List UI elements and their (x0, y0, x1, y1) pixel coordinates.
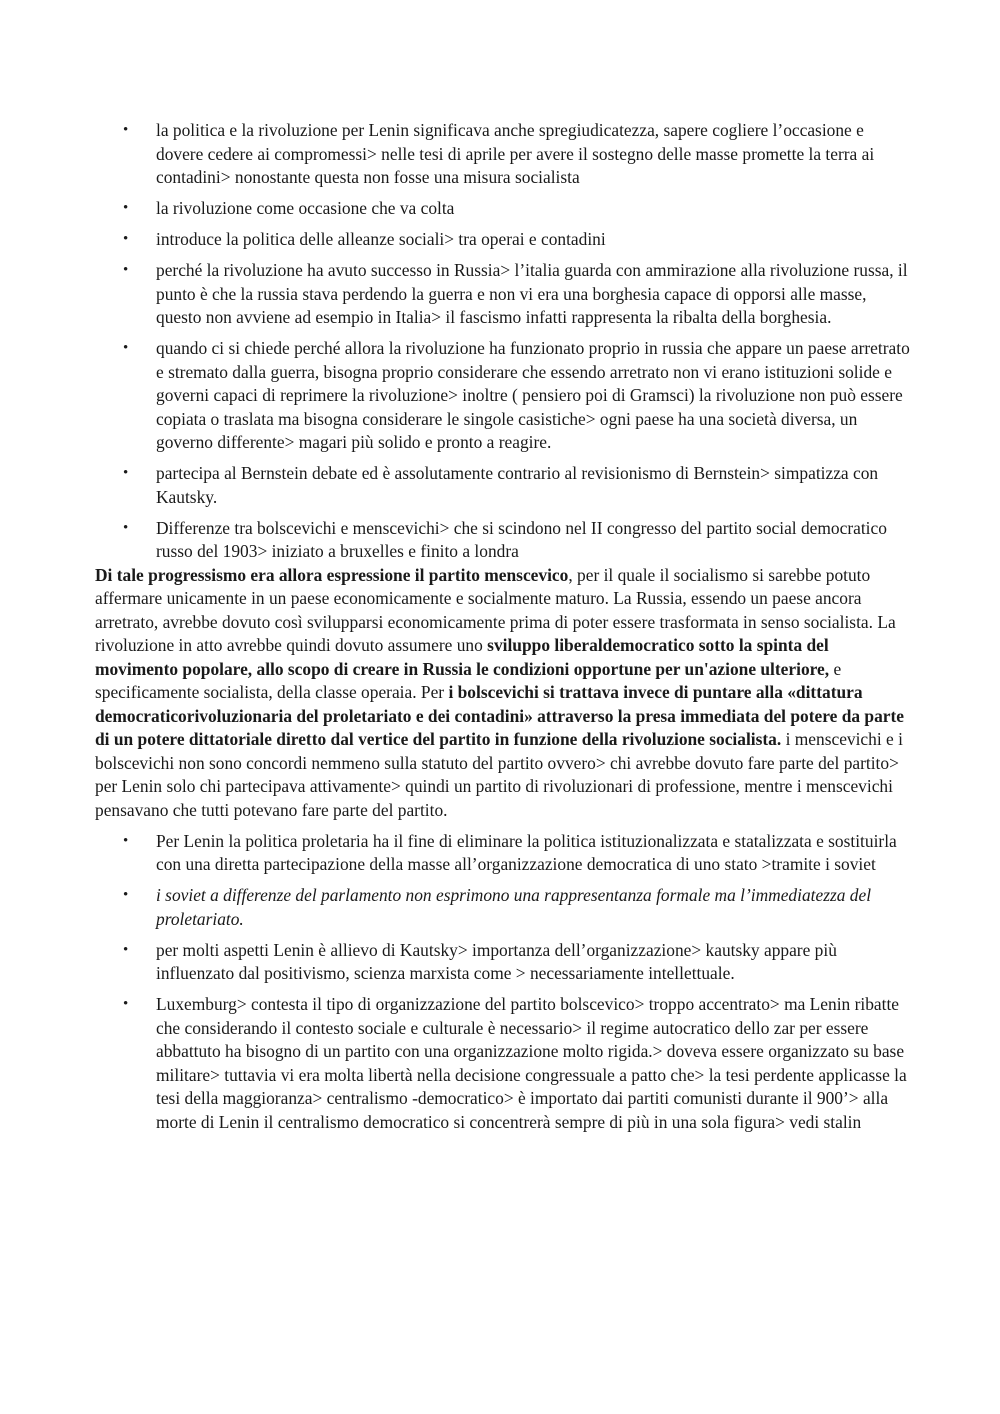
list-item (95, 228, 910, 252)
bullet-icon: • (123, 519, 129, 536)
body-text: , per il quale il socialismo si sarebbe potuto affermare unicamente in un paese economicamente e socialmente maturo. La Russia, essendo un paese ancora arretrato, avrebbe dovuto così svilupparsi economicamente prima di poter essere trasformata in senso socialista. La rivoluzione in atto avrebbe quindi dovuto assumere uno (95, 564, 896, 655)
list-item-text: Per Lenin la politica proletaria ha il fine di eliminare la politica istituzionalizzata e statalizzata e sostituirla con una diretta partecipazione della masse all’organizzazione democratica di uno stato >tramite i soviet (156, 830, 897, 874)
body-text: e specificamente socialista, della classe operaia. Per (95, 658, 842, 702)
bullet-icon: • (123, 832, 129, 849)
list-item-text: per molti aspetti Lenin è allievo di Kautsky> importanza dell’organizzazione> kautsky appare più influenzato dal positivismo, scienza marxista come > necessariamente intellettuale. (156, 939, 837, 983)
list-item (95, 462, 910, 509)
bold-text: Di tale progressismo era allora espressione il partito menscevico (95, 564, 569, 585)
bullet-icon: • (123, 941, 129, 958)
list-item (95, 517, 910, 564)
list-item-text: partecipa al Bernstein debate ed è assolutamente contrario al revisionismo di Bernstein> simpatizza con Kautsky. (156, 463, 879, 507)
list-item (95, 259, 910, 330)
list-item-text: Differenze tra bolscevichi e menscevichi> che si scindono nel II congresso del partito social democratico russo del 1903> iniziato a bruxelles e finito a londra (156, 517, 887, 561)
bullet-list-soviet-organization (95, 830, 910, 1135)
bullet-icon: • (123, 465, 129, 481)
list-item-text: la rivoluzione come occasione che va colta (156, 198, 455, 218)
list-item (95, 830, 910, 877)
bullet-icon: • (123, 231, 129, 247)
bullet-icon: • (123, 340, 129, 356)
list-item-text: introduce la politica delle alleanze sociali> tra operai e contadini (156, 229, 606, 249)
bullet-icon: • (123, 262, 129, 278)
bullet-icon: • (123, 200, 129, 216)
body-text: i menscevichi e i bolscevichi non sono concordi nemmeno sulla statuto del partito ovvero> chi avrebbe dovuto fare parte del partito> per Lenin solo chi partecipava attivamente> quindi un partito di rivoluzionari di professione, mentre i menscevichi pensavano che tutti potevano fare parte del partito. (95, 729, 903, 820)
bullet-list-lenin-politics (95, 119, 910, 564)
bold-text: sviluppo liberaldemocratico sotto la spinta del movimento popolare, allo scopo di creare in Russia le condizioni opportune per un'azione ulteriore, (95, 635, 830, 679)
list-item-text: quando ci si chiede perché allora la rivoluzione ha funzionato proprio in russia che appare un paese arretrato e stremato dalla guerra, bisogna proprio considerare che essendo arretrato non vi erano istituzioni solide e governi capaci di reprimere la rivoluzione> inoltre ( pensiero poi di Gramsci) la rivoluzione non può essere copiata o traslata ma bisogna considerare le singole casistiche> ogni paese ha una società diversa, un governo differente> magari più solido e pronto a reagire. (156, 338, 910, 452)
document-page (95, 119, 910, 1142)
bold-text: i bolscevichi si trattava invece di puntare alla «dittatura democraticorivoluzionaria del proletariato e dei contadini» attraverso la presa immediata del potere da parte di un potere dittatoriale diretto dal vertice del partito in funzione della rivoluzione socialista. (95, 682, 905, 749)
list-item-text: la politica e la rivoluzione per Lenin significava anche spregiudicatezza, sapere cogliere l’occasione e dovere cedere ai compromessi> nelle tesi di aprile per avere il sostegno delle masse promette la terra ai contadini> nonostante questa non fosse una misura socialista (156, 120, 875, 187)
bullet-icon: • (123, 887, 129, 903)
list-item (95, 939, 910, 986)
bullet-icon: • (123, 122, 129, 138)
paragraph-menscevichi-bolscevichi (95, 564, 910, 823)
bullet-icon: • (123, 996, 129, 1012)
list-item (95, 119, 910, 190)
list-item (95, 337, 910, 455)
list-item (95, 884, 910, 931)
list-item (95, 993, 910, 1134)
list-item (95, 197, 910, 221)
list-item-text: perché la rivoluzione ha avuto successo in Russia> l’italia guarda con ammirazione alla rivoluzione russa, il punto è che la russia stava perdendo la guerra e non vi era una borghesia capace di opporsi alle masse, questo non avviene ad esempio in Italia> il fascismo infatti rappresenta la ribalta della borghesia. (156, 260, 908, 327)
list-item-text: Luxemburg> contesta il tipo di organizzazione del partito bolscevico> troppo accentrato> ma Lenin ribatte che considerando il contesto sociale e culturale è necessario> il regime autocratico dello zar per essere abbattuto ha bisogno di un partito con una organizzazione molto rigida.> doveva essere organizzato su base militare> tuttavia vi era molta libertà nella decisione congressuale a patto che> la tesi perdente applicasse la tesi della maggioranza> centralismo -democratico> è importato dai partiti comunisti durante il 900’> alla morte di Lenin il centralismo democratico si concentrerà sempre di più in una sola figura> vedi stalin (156, 994, 907, 1132)
list-item-text-italic: i soviet a differenze del parlamento non esprimono una rappresentanza formale ma l’immediatezza del proletariato. (156, 885, 872, 929)
